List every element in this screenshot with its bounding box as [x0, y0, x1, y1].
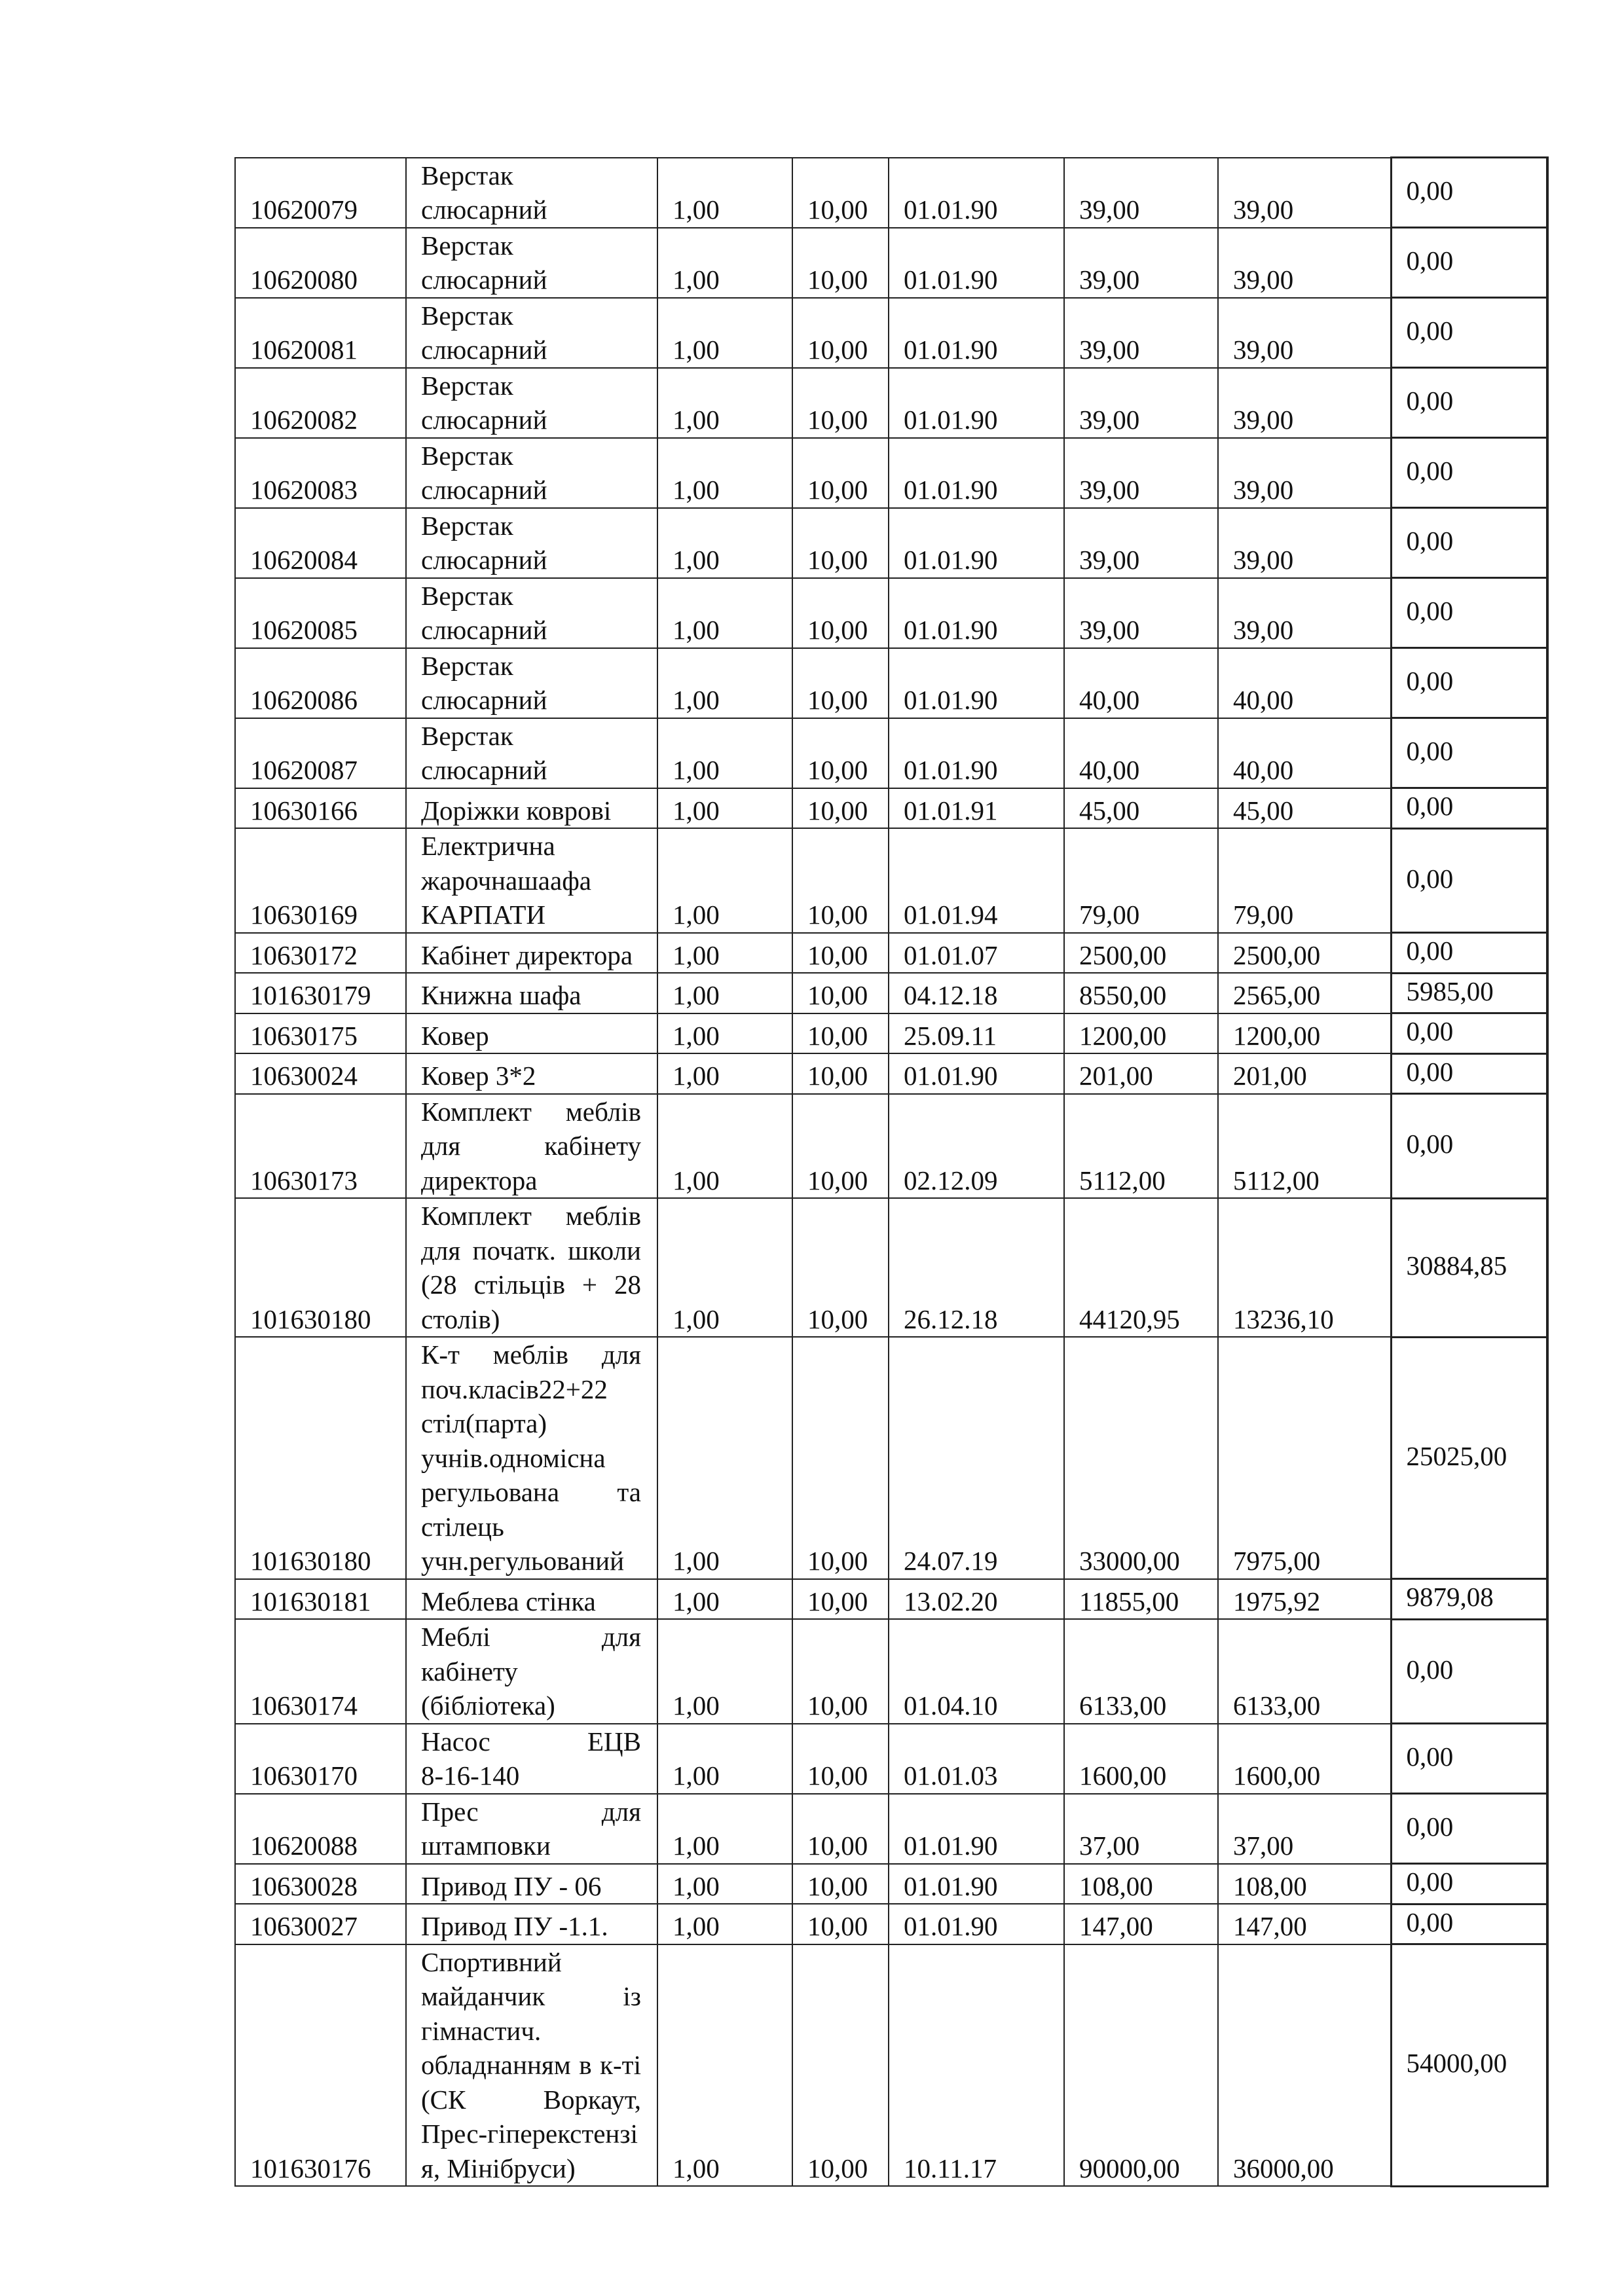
depreciation-cell: 1600,00 [1218, 1724, 1391, 1794]
description-cell [406, 1337, 657, 1579]
date-cell: 01.01.03 [889, 1724, 1064, 1794]
description-cell [406, 828, 657, 933]
cost-cell: 11855,00 [1064, 1579, 1218, 1620]
quantity-cell: 1,00 [657, 1053, 792, 1094]
description-line: стілець [421, 1511, 504, 1542]
date-cell: 04.12.18 [889, 973, 1064, 1013]
inventory-number-cell: 10620084 [235, 508, 406, 578]
description-line: слюсарний [421, 475, 547, 505]
description-line: Привод ПУ - 06 [421, 1870, 602, 1901]
quantity-cell: 1,00 [657, 158, 792, 228]
residual-value-cell: 0,00 [1391, 1794, 1547, 1864]
description-line: Комплект меблів [421, 1201, 641, 1231]
quantity-cell: 1,00 [657, 1619, 792, 1724]
table-row [235, 228, 1547, 298]
depreciation-cell: 45,00 [1218, 788, 1391, 829]
residual-value-cell: 30884,85 [1391, 1198, 1547, 1337]
description-cell [406, 1904, 657, 1944]
description-line: кабінету [421, 1656, 518, 1686]
description-line: 8-16-140 [421, 1760, 520, 1791]
residual-value-cell: 0,00 [1391, 718, 1547, 788]
table-row [235, 1724, 1547, 1794]
cost-cell: 8550,00 [1064, 973, 1218, 1013]
quantity-cell: 1,00 [657, 368, 792, 438]
residual-value-cell: 0,00 [1391, 788, 1547, 829]
description-line: Верстак [421, 650, 513, 681]
quantity-cell: 1,00 [657, 1904, 792, 1944]
description-cell [406, 788, 657, 829]
residual-value-cell: 0,00 [1391, 648, 1547, 718]
description-cell [406, 1944, 657, 2187]
table-row [235, 1579, 1547, 1620]
table-row [235, 1794, 1547, 1864]
description-line: Верстак [421, 230, 513, 261]
description-line: Верстак [421, 510, 513, 541]
description-cell [406, 1864, 657, 1904]
rate-cell: 10,00 [792, 1094, 889, 1199]
description-line: майданчик із [421, 1981, 641, 2011]
quantity-cell: 1,00 [657, 1198, 792, 1337]
description-cell [406, 1579, 657, 1620]
depreciation-cell: 1975,92 [1218, 1579, 1391, 1620]
inventory-number-cell: 10620083 [235, 438, 406, 508]
description-cell [406, 368, 657, 438]
depreciation-cell: 39,00 [1218, 578, 1391, 648]
date-cell: 01.01.90 [889, 1794, 1064, 1864]
inventory-number-cell: 10620085 [235, 578, 406, 648]
table-row [235, 508, 1547, 578]
quantity-cell: 1,00 [657, 718, 792, 788]
cost-cell: 39,00 [1064, 438, 1218, 508]
quantity-cell: 1,00 [657, 508, 792, 578]
inventory-number-cell: 101630181 [235, 1579, 406, 1620]
description-line: (28 стільців + 28 [421, 1269, 641, 1300]
description-line: Книжна шафа [421, 980, 581, 1010]
description-line: Меблева стінка [421, 1586, 596, 1616]
description-line: Доріжки коврові [421, 795, 612, 826]
description-line: слюсарний [421, 335, 547, 365]
description-line: слюсарний [421, 615, 547, 645]
inventory-number-cell: 10630173 [235, 1094, 406, 1199]
rate-cell: 10,00 [792, 973, 889, 1013]
depreciation-cell: 5112,00 [1218, 1094, 1391, 1199]
description-line: стіл(парта) [421, 1408, 547, 1438]
table-row [235, 158, 1547, 228]
rate-cell: 10,00 [792, 1619, 889, 1724]
rate-cell: 10,00 [792, 508, 889, 578]
date-cell: 26.12.18 [889, 1198, 1064, 1337]
date-cell: 24.07.19 [889, 1337, 1064, 1579]
assets-table-body [235, 158, 1547, 2187]
table-row [235, 828, 1547, 933]
description-line: я, Мінібруси) [421, 2153, 576, 2183]
description-line: Верстак [421, 720, 513, 751]
cost-cell: 39,00 [1064, 298, 1218, 368]
description-cell [406, 438, 657, 508]
description-line: Спортивний [421, 1946, 562, 1977]
table-row [235, 933, 1547, 974]
description-cell [406, 158, 657, 228]
depreciation-cell: 40,00 [1218, 718, 1391, 788]
quantity-cell: 1,00 [657, 1794, 792, 1864]
quantity-cell: 1,00 [657, 648, 792, 718]
rate-cell: 10,00 [792, 1724, 889, 1794]
rate-cell: 10,00 [792, 828, 889, 933]
description-line: Верстак [421, 580, 513, 611]
date-cell: 25.09.11 [889, 1013, 1064, 1054]
cost-cell: 2500,00 [1064, 933, 1218, 974]
residual-value-cell: 54000,00 [1391, 1944, 1547, 2187]
rate-cell: 10,00 [792, 368, 889, 438]
description-line: Верстак [421, 300, 513, 331]
description-line: Прес-гіперекстензі [421, 2119, 638, 2149]
inventory-number-cell: 10630028 [235, 1864, 406, 1904]
description-cell [406, 933, 657, 974]
cost-cell: 5112,00 [1064, 1094, 1218, 1199]
description-cell [406, 718, 657, 788]
date-cell: 01.01.91 [889, 788, 1064, 829]
cost-cell: 6133,00 [1064, 1619, 1218, 1724]
description-line: обладнанням в к-ті [421, 2050, 641, 2080]
quantity-cell: 1,00 [657, 1944, 792, 2187]
cost-cell: 147,00 [1064, 1904, 1218, 1944]
date-cell: 01.01.90 [889, 298, 1064, 368]
quantity-cell: 1,00 [657, 1724, 792, 1794]
depreciation-cell: 40,00 [1218, 648, 1391, 718]
date-cell: 02.12.09 [889, 1094, 1064, 1199]
residual-value-cell: 0,00 [1391, 828, 1547, 933]
depreciation-cell: 147,00 [1218, 1904, 1391, 1944]
date-cell: 01.01.90 [889, 1864, 1064, 1904]
date-cell: 01.01.90 [889, 158, 1064, 228]
description-line: К-т меблів для [421, 1339, 641, 1370]
table-row [235, 1337, 1547, 1579]
cost-cell: 108,00 [1064, 1864, 1218, 1904]
rate-cell: 10,00 [792, 1944, 889, 2187]
description-line: учнів.одномісна [421, 1442, 606, 1473]
table-row [235, 298, 1547, 368]
description-line: Електрична [421, 831, 555, 861]
quantity-cell: 1,00 [657, 1579, 792, 1620]
inventory-number-cell: 10620079 [235, 158, 406, 228]
description-line: (СК Воркаут, [421, 2084, 641, 2115]
description-line: слюсарний [421, 755, 547, 785]
date-cell: 10.11.17 [889, 1944, 1064, 2187]
quantity-cell: 1,00 [657, 578, 792, 648]
description-line: Насос ЕЦВ [421, 1726, 641, 1757]
rate-cell: 10,00 [792, 578, 889, 648]
depreciation-cell: 6133,00 [1218, 1619, 1391, 1724]
description-line: поч.класів22+22 [421, 1374, 608, 1404]
cost-cell: 39,00 [1064, 578, 1218, 648]
inventory-number-cell: 10630174 [235, 1619, 406, 1724]
rate-cell: 10,00 [792, 718, 889, 788]
depreciation-cell: 39,00 [1218, 438, 1391, 508]
quantity-cell: 1,00 [657, 933, 792, 974]
rate-cell: 10,00 [792, 1794, 889, 1864]
table-row [235, 438, 1547, 508]
description-line: для початк. школи [421, 1235, 641, 1266]
rate-cell: 10,00 [792, 933, 889, 974]
description-cell [406, 1013, 657, 1054]
residual-value-cell: 0,00 [1391, 228, 1547, 298]
inventory-number-cell: 10620088 [235, 1794, 406, 1864]
table-row [235, 1619, 1547, 1724]
cost-cell: 33000,00 [1064, 1337, 1218, 1579]
residual-value-cell: 0,00 [1391, 1724, 1547, 1794]
table-row [235, 1864, 1547, 1904]
description-line: столів) [421, 1303, 500, 1334]
rate-cell: 10,00 [792, 1864, 889, 1904]
rate-cell: 10,00 [792, 1904, 889, 1944]
description-line: Меблі для [421, 1622, 641, 1652]
description-line: директора [421, 1165, 538, 1195]
residual-value-cell: 0,00 [1391, 1864, 1547, 1904]
inventory-number-cell: 10630175 [235, 1013, 406, 1054]
description-cell [406, 973, 657, 1013]
description-cell [406, 1724, 657, 1794]
rate-cell: 10,00 [792, 298, 889, 368]
date-cell: 01.01.07 [889, 933, 1064, 974]
date-cell: 13.02.20 [889, 1579, 1064, 1620]
table-row [235, 1094, 1547, 1199]
quantity-cell: 1,00 [657, 1013, 792, 1054]
quantity-cell: 1,00 [657, 1337, 792, 1579]
description-line: Кабінет директора [421, 939, 633, 970]
residual-value-cell: 5985,00 [1391, 973, 1547, 1013]
inventory-number-cell: 10630170 [235, 1724, 406, 1794]
date-cell: 01.04.10 [889, 1619, 1064, 1724]
table-row [235, 1198, 1547, 1337]
depreciation-cell: 7975,00 [1218, 1337, 1391, 1579]
date-cell: 01.01.90 [889, 438, 1064, 508]
description-line: слюсарний [421, 685, 547, 715]
date-cell: 01.01.90 [889, 1053, 1064, 1094]
table-row [235, 718, 1547, 788]
cost-cell: 39,00 [1064, 368, 1218, 438]
inventory-number-cell: 101630180 [235, 1198, 406, 1337]
description-line: слюсарний [421, 545, 547, 575]
description-cell [406, 1619, 657, 1724]
residual-value-cell: 0,00 [1391, 933, 1547, 974]
date-cell: 01.01.90 [889, 578, 1064, 648]
table-row [235, 1944, 1547, 2187]
depreciation-cell: 79,00 [1218, 828, 1391, 933]
residual-value-cell: 25025,00 [1391, 1337, 1547, 1579]
description-line: гімнастич. [421, 2015, 542, 2046]
assets-table [234, 156, 1549, 2187]
cost-cell: 40,00 [1064, 718, 1218, 788]
description-line: Прес для [421, 1796, 641, 1827]
description-line: Привод ПУ -1.1. [421, 1911, 608, 1941]
residual-value-cell: 0,00 [1391, 158, 1547, 228]
inventory-number-cell: 10630172 [235, 933, 406, 974]
description-line: КАРПАТИ [421, 900, 546, 930]
table-row [235, 368, 1547, 438]
description-line: (бібліотека) [421, 1690, 555, 1721]
description-line: для кабінету [421, 1131, 641, 1161]
quantity-cell: 1,00 [657, 788, 792, 829]
description-line: Верстак [421, 370, 513, 401]
date-cell: 01.01.90 [889, 228, 1064, 298]
description-line: Комплект меблів [421, 1096, 641, 1127]
description-cell [406, 578, 657, 648]
depreciation-cell: 39,00 [1218, 228, 1391, 298]
inventory-number-cell: 10620080 [235, 228, 406, 298]
table-row [235, 973, 1547, 1013]
residual-value-cell: 0,00 [1391, 1619, 1547, 1724]
residual-value-cell: 0,00 [1391, 368, 1547, 438]
table-row [235, 578, 1547, 648]
description-cell [406, 1198, 657, 1337]
rate-cell: 10,00 [792, 1013, 889, 1054]
description-line: Ковер 3*2 [421, 1061, 536, 1091]
cost-cell: 44120,95 [1064, 1198, 1218, 1337]
depreciation-cell: 39,00 [1218, 158, 1391, 228]
cost-cell: 1600,00 [1064, 1724, 1218, 1794]
inventory-number-cell: 101630180 [235, 1337, 406, 1579]
cost-cell: 79,00 [1064, 828, 1218, 933]
depreciation-cell: 108,00 [1218, 1864, 1391, 1904]
quantity-cell: 1,00 [657, 438, 792, 508]
residual-value-cell: 0,00 [1391, 438, 1547, 508]
residual-value-cell: 0,00 [1391, 1094, 1547, 1199]
inventory-number-cell: 10630027 [235, 1904, 406, 1944]
description-line: регульована та [421, 1477, 641, 1507]
description-line: учн.регульований [421, 1546, 625, 1576]
residual-value-cell: 0,00 [1391, 298, 1547, 368]
residual-value-cell: 9879,08 [1391, 1579, 1547, 1620]
quantity-cell: 1,00 [657, 828, 792, 933]
description-line: слюсарний [421, 194, 547, 225]
table-row [235, 1904, 1547, 1944]
depreciation-cell: 2565,00 [1218, 973, 1391, 1013]
inventory-number-cell: 10630169 [235, 828, 406, 933]
rate-cell: 10,00 [792, 1053, 889, 1094]
rate-cell: 10,00 [792, 1337, 889, 1579]
date-cell: 01.01.90 [889, 1904, 1064, 1944]
table-row [235, 788, 1547, 829]
cost-cell: 201,00 [1064, 1053, 1218, 1094]
residual-value-cell: 0,00 [1391, 508, 1547, 578]
depreciation-cell: 39,00 [1218, 508, 1391, 578]
date-cell: 01.01.94 [889, 828, 1064, 933]
depreciation-cell: 36000,00 [1218, 1944, 1391, 2187]
residual-value-cell: 0,00 [1391, 1013, 1547, 1054]
rate-cell: 10,00 [792, 1198, 889, 1337]
inventory-number-cell: 10620086 [235, 648, 406, 718]
depreciation-cell: 39,00 [1218, 368, 1391, 438]
cost-cell: 1200,00 [1064, 1013, 1218, 1054]
inventory-number-cell: 10630024 [235, 1053, 406, 1094]
inventory-number-cell: 101630176 [235, 1944, 406, 2187]
description-line: Верстак [421, 440, 513, 471]
depreciation-cell: 2500,00 [1218, 933, 1391, 974]
description-cell [406, 298, 657, 368]
residual-value-cell: 0,00 [1391, 578, 1547, 648]
rate-cell: 10,00 [792, 438, 889, 508]
date-cell: 01.01.90 [889, 368, 1064, 438]
cost-cell: 90000,00 [1064, 1944, 1218, 2187]
inventory-number-cell: 10620087 [235, 718, 406, 788]
description-cell [406, 1794, 657, 1864]
inventory-number-cell: 10620081 [235, 298, 406, 368]
date-cell: 01.01.90 [889, 718, 1064, 788]
quantity-cell: 1,00 [657, 298, 792, 368]
depreciation-cell: 201,00 [1218, 1053, 1391, 1094]
cost-cell: 39,00 [1064, 508, 1218, 578]
residual-value-cell: 0,00 [1391, 1904, 1547, 1944]
date-cell: 01.01.90 [889, 648, 1064, 718]
quantity-cell: 1,00 [657, 1864, 792, 1904]
inventory-number-cell: 10620082 [235, 368, 406, 438]
depreciation-cell: 1200,00 [1218, 1013, 1391, 1054]
table-row [235, 648, 1547, 718]
description-line: Верстак [421, 160, 513, 191]
description-cell [406, 228, 657, 298]
cost-cell: 45,00 [1064, 788, 1218, 829]
residual-value-cell: 0,00 [1391, 1053, 1547, 1094]
description-cell [406, 1094, 657, 1199]
quantity-cell: 1,00 [657, 228, 792, 298]
rate-cell: 10,00 [792, 158, 889, 228]
cost-cell: 37,00 [1064, 1794, 1218, 1864]
inventory-number-cell: 101630179 [235, 973, 406, 1013]
description-line: слюсарний [421, 405, 547, 435]
quantity-cell: 1,00 [657, 1094, 792, 1199]
rate-cell: 10,00 [792, 648, 889, 718]
table-row [235, 1013, 1547, 1054]
inventory-number-cell: 10630166 [235, 788, 406, 829]
description-cell [406, 648, 657, 718]
depreciation-cell: 37,00 [1218, 1794, 1391, 1864]
rate-cell: 10,00 [792, 228, 889, 298]
description-cell [406, 1053, 657, 1094]
description-line: слюсарний [421, 264, 547, 295]
depreciation-cell: 13236,10 [1218, 1198, 1391, 1337]
description-line: жарочнашаафа [421, 865, 591, 896]
depreciation-cell: 39,00 [1218, 298, 1391, 368]
cost-cell: 39,00 [1064, 228, 1218, 298]
table-row [235, 1053, 1547, 1094]
cost-cell: 39,00 [1064, 158, 1218, 228]
date-cell: 01.01.90 [889, 508, 1064, 578]
rate-cell: 10,00 [792, 788, 889, 829]
cost-cell: 40,00 [1064, 648, 1218, 718]
description-line: Ковер [421, 1020, 489, 1051]
description-cell [406, 508, 657, 578]
quantity-cell: 1,00 [657, 973, 792, 1013]
description-line: штамповки [421, 1831, 551, 1861]
rate-cell: 10,00 [792, 1579, 889, 1620]
